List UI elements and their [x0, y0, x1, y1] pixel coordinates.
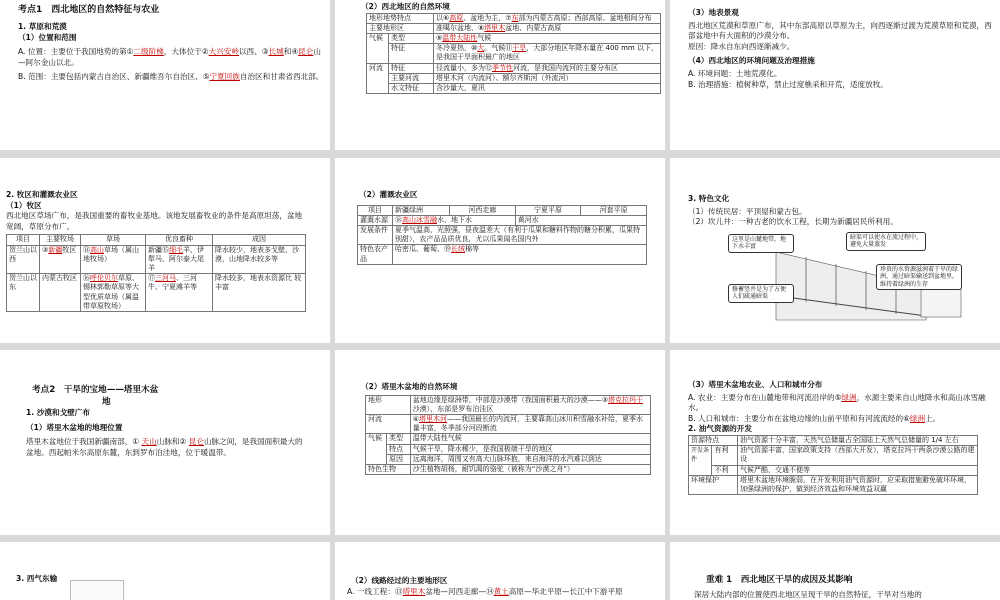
- section-heading: （3）塔里木盆地农业、人口和城市分布: [688, 380, 823, 389]
- annotation-box: 这里是山麓地带，地下水丰富: [728, 234, 794, 253]
- paragraph: 原因：降水自东向西逐渐减少。: [688, 41, 795, 51]
- slide-1: [0, 0, 330, 150]
- paragraph: 塔里木盆地位于我国新疆南部，① 天山山脉和② 昆仑山脉之间，是我国面积最大的盆地。西起帕米尔高原东麓，东到罗布泊洼地，位于暖温带。: [26, 437, 303, 457]
- section-heading: 1. 沙漠和戈壁广布: [26, 408, 90, 417]
- slide-2: [335, 0, 665, 150]
- pastoral-table: 项目 主要牧场 草场 优良畜种 成因 贺兰山以西 ③新疆牧区 ⑭高山草场（属山地牧场） 新疆⑮细毛羊、伊犁马、阿尔泰大尾羊 降水较少，地表多戈壁、沙漠，山地降水较多等 贺兰山以东 内蒙古牧区 ⑯呼伦贝尔草原、锡林郭勒草原等大型优质草场（属温带草原牧场） ⑰三河马、三河牛、宁夏滩羊等 降水较多，地表水资源比 较丰富: [6, 234, 306, 312]
- section-heading: 2. 油气资源的开发: [688, 424, 752, 434]
- paragraph: B. 治理措施：植树种草，禁止过度樵采和开荒，适度放牧。: [688, 79, 888, 89]
- subsection-heading: （1）位置和范围: [18, 32, 77, 42]
- paragraph: B. 人口和城市：主要分布在盆地边缘的山前平原和有河流流经的⑥绿洲上。: [688, 413, 941, 423]
- paragraph-range: B. 范围：主要包括内蒙古自治区、新疆维吾尔自治区、⑤宁夏回族自治区和甘肃省西北部。: [18, 72, 324, 82]
- table-title: （2）塔里木盆地的自然环境: [361, 382, 458, 391]
- irrigation-table: 项目 新疆绿洲 河西走廊 宁夏平原 河套平原 灌溉水源 ⑱高山冰雪融水、地下水 黄河水 发展条件 夏季气温高，光照强，昼夜温差大（有利于瓜果和糖料作物的糖分积累，瓜果特别甜），农产品品质优良，尤以瓜果闻名国内外 特色农产品 哈密瓜、葡萄、⑲长绒棉等: [357, 205, 647, 265]
- section-heading: 3. 西气东输: [16, 574, 58, 583]
- natural-environment-table: 地形地势特点 以⑥高原、盆地为主，⑦东部为内蒙古高原；西部高原、盆地相间分布 主要地形区 准噶尔盆地、⑧塔里木盆地、内蒙古高原 气候 类型 ⑨温带大陆性气候 特征 冬冷夏热，⑩大。气候⑪干旱，大部分地区年降水量在 400 mm 以下，是我国干旱面积最广的地区 河流 特征 径流量小，多为⑫季节性河流，是我国内流河的主要分布区 主要河流 塔里木河（内流河）、额尔齐斯河（外流河） 水文特征 含沙量大，夏汛: [366, 13, 661, 95]
- paragraph: A. 环境问题：土地荒漠化。: [688, 68, 782, 78]
- section-heading: （4）西北地区的环境问题及治理措施: [688, 56, 815, 66]
- karez-diagram: [676, 232, 994, 322]
- route-map-image: [70, 580, 124, 600]
- slide-title-cont: 地: [102, 397, 111, 407]
- slide-5: [335, 158, 665, 343]
- table-title: （2）西北地区的自然环境: [361, 2, 450, 11]
- slide-title: 考点1 西北地区的自然特征与农业: [18, 5, 160, 15]
- subsection-heading: （1）牧区: [6, 200, 42, 210]
- slide-3: [670, 0, 1000, 150]
- section-heading: （3）地表景观: [688, 8, 739, 17]
- tarim-environment-table: 地形 盆地边缘是绿洲带，中部是沙漠带（我国面积最大的沙漠——③塔克拉玛干沙漠），东部是罗布泊洼区 河流 ④塔里木河——我国最长的内流河，主要靠高山冰川积雪融水补给，夏季水量丰富，冬季部分河段断流 气候 类型 温带大陆性气候 特点 气候干旱，降水稀少，是我国极端干旱的地区 原因 远离海洋，周围又有高大山脉环抱，来自海洋的水汽难以到达 特色生物 沙生植物胡杨，耐饥渴的骆驼（被称为“沙漠之舟”）: [365, 395, 651, 476]
- slide-4: [0, 158, 330, 343]
- paragraph: （1）传统民居：平顶屋和蒙古包。: [688, 206, 807, 216]
- paragraph: A. 一线工程：⑬塔里木盆地—河西走廊—⑭黄土高原—华北平原—长江中下游平原: [347, 586, 623, 596]
- slide-title: 重难 1 西北地区干旱的成因及其影响: [706, 575, 853, 585]
- section-heading: 3. 特色文化: [688, 194, 730, 203]
- section-heading: （2）线路经过的主要地形区: [351, 576, 448, 585]
- paragraph: 西北地区草场广布，是我国重要的畜牧业基地。该地发展畜牧业的条件是高原坦荡，盆地宽阔，草原分布广。: [6, 211, 303, 231]
- paragraph-position: A. 位置：主要位于我国地势的第①二级阶梯，大体位于②大兴安岭以西、③长城和④昆仑山—阿尔金山以北。: [18, 47, 321, 67]
- slide-7: [0, 350, 330, 535]
- paragraph: （2）坎儿井：一种古老的饮水工程，长期为新疆居民所利用。: [688, 217, 898, 227]
- slide-12: [670, 542, 1000, 600]
- slide-11: [335, 542, 665, 600]
- annotation-box: 珍贵的水资源滋润着干旱的绿洲，通过暗渠输送到盆地里，维持着绿洲的生存: [876, 264, 962, 291]
- annotation-box: 修蓄竖井是为了方便人们疏通暗渠: [728, 284, 794, 303]
- subsection-heading: （1）塔里木盆地的地理位置: [26, 422, 123, 432]
- slide-6: [670, 158, 1000, 343]
- annotation-box: 暗渠可以使水在流过程中，避免大量蒸发: [846, 232, 926, 251]
- slide-9: [670, 350, 1000, 535]
- section-heading: 2. 牧区和灌溉农业区: [6, 190, 78, 199]
- paragraph: 西北地区荒漠和草原广布，其中东部高原以草原为主，向西逐渐过渡为荒漠草原和荒漠，西部盆地中有大面积的沙漠分布。: [688, 20, 992, 41]
- table-title: （2）灌溉农业区: [359, 190, 418, 199]
- oil-gas-table: 资源特点 油气资源十分丰富，天然气总储量占全国陆上天然气总储量的 1/4 左右 开发条件 有利 油气资源丰富，国家政策支持（西部大开发），塔克拉玛干两条沙漠公路的建设 不利 气候严酷，交通不便等 环境保护 塔里木盆地环境脆弱，在开发利用油气资源时，应采取措施避免破坏环境，加强绿洲的保护，做到经济效益和环境效益双赢: [688, 435, 978, 495]
- slide-title: 考点2 干旱的宝地——塔里木盆: [32, 385, 159, 395]
- slide-10: [0, 542, 330, 600]
- slide-8: [335, 350, 665, 535]
- section-heading: 1. 草原和荒漠: [18, 22, 67, 31]
- paragraph: 深居大陆内部的位置使西北地区呈现干旱的自然特征，干旱对当地的: [694, 590, 922, 599]
- paragraph: A. 农业：主要分布在山麓地带和河流沿岸的⑤绿洲，水源主要来自山地降水和高山冰雪融水。: [688, 392, 986, 413]
